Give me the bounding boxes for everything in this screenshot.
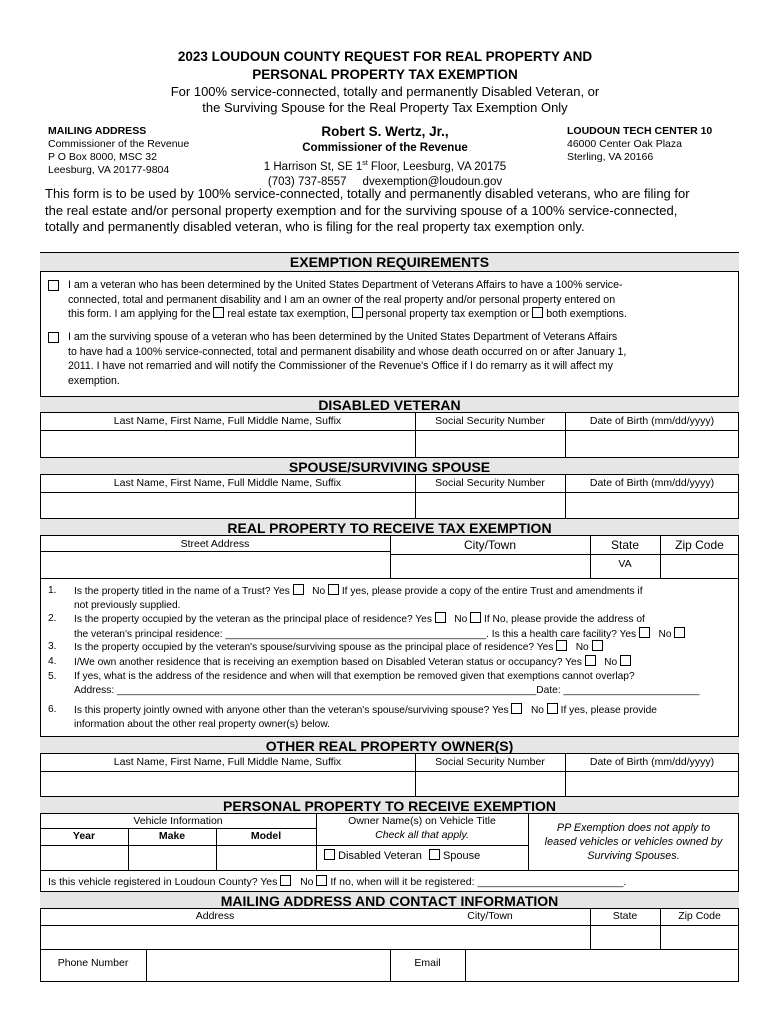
registered-yes-checkbox[interactable]: [280, 875, 291, 886]
question-1: 1. Is the property titled in the name of a Trust? Yes No If yes, please provide a copy of the entire Trust and amendments if not previously supplied.: [48, 585, 643, 611]
sp-dob-field[interactable]: [566, 493, 738, 518]
intro-text: This form is to be used by 100% service-connected, totally and permanently disabled veterans, who are filing for the real estate and/or personal property exemption and for the surviving spouse of a 100% service-connected, totally and permanently disabled veteran, who is filing for the real property tax exemption only.: [45, 186, 690, 234]
rp-city-field[interactable]: [391, 555, 589, 577]
mailing-address-line1: Commissioner of the Revenue: [48, 138, 190, 150]
divider: [216, 828, 217, 870]
form-subtitle-line1: For 100% service-connected, totally and permanently Disabled Veteran, or: [170, 84, 600, 99]
contact-phone-field[interactable]: [147, 950, 389, 981]
tech-center-block: [567, 125, 712, 164]
divider: [40, 870, 739, 871]
contact-phone-label: Phone Number: [57, 957, 129, 969]
contact-col-city: City/Town: [467, 910, 513, 922]
sp-ssn-field[interactable]: [416, 493, 564, 518]
mailing-address-line3: Leesburg, VA 20177-9804: [48, 164, 170, 176]
divider: [40, 845, 316, 846]
real-property-heading: REAL PROPERTY TO RECEIVE TAX EXEMPTION: [40, 518, 739, 536]
sp-col-dob: Date of Birth (mm/dd/yyyy): [589, 477, 715, 489]
dv-ssn-field[interactable]: [416, 431, 564, 457]
oo-col-name: Last Name, First Name, Full Middle Name, Suffix: [113, 756, 342, 768]
contact-col-address: Address: [195, 910, 235, 922]
divider: [40, 828, 316, 829]
rp-zip-field[interactable]: [661, 555, 738, 577]
q4-no-checkbox[interactable]: [620, 655, 631, 666]
oo-col-ssn: Social Security Number: [435, 756, 545, 768]
real-estate-exemption-checkbox[interactable]: [213, 307, 224, 318]
rp-col-city: City/Town: [463, 538, 516, 552]
sp-name-field[interactable]: [41, 493, 414, 518]
question-2: 2. Is the property occupied by the veteran as the principal place of residence? Yes No If No, please provide the address of the veteran's principal residence: ______________________________________________. Is this a health care facility? Yes No: [48, 612, 738, 642]
q2-yes-checkbox[interactable]: [435, 612, 446, 623]
commissioner-email[interactable]: dvexemption@loudoun.gov: [362, 175, 503, 188]
mailing-address-block: [48, 125, 189, 177]
contact-state-field[interactable]: [591, 926, 659, 948]
oo-ssn-field[interactable]: [416, 772, 564, 796]
q6-no-checkbox[interactable]: [547, 703, 558, 714]
exemption-option-veteran: I am a veteran who has been determined by the United States Department of Veterans Affairs to have a 100% service- connected, total and permanent disability and I am an owner of the real property and/or personal property entered on this form. I am applying for the real estate tax exemption, personal property tax exemption or both exemptions.: [48, 278, 738, 322]
contact-zip-field[interactable]: [661, 926, 738, 948]
sp-col-ssn: Social Security Number: [435, 477, 545, 489]
divider: [128, 828, 129, 870]
contact-address-field[interactable]: [41, 926, 589, 948]
tech-center-line2: Sterling, VA 20166: [567, 151, 654, 163]
contact-col-state: State: [612, 910, 638, 922]
mailing-address-label: MAILING ADDRESS: [48, 125, 147, 137]
mailing-address-line2: P O Box 8000, MSC 32: [48, 151, 157, 163]
rp-col-state: State: [610, 538, 640, 552]
q2-facility-no-checkbox[interactable]: [674, 627, 685, 638]
pp-spouse-checkbox[interactable]: [429, 849, 440, 860]
surviving-spouse-checkbox[interactable]: [48, 332, 59, 343]
registered-no-checkbox[interactable]: [316, 875, 327, 886]
pp-owner-options: Disabled Veteran Spouse: [324, 849, 480, 862]
oo-name-field[interactable]: [41, 772, 414, 796]
rp-street-field[interactable]: [41, 552, 389, 577]
veteran-checkbox[interactable]: [48, 280, 59, 291]
dv-name-field[interactable]: [41, 431, 414, 457]
commissioner-block: [235, 124, 535, 190]
divider: [40, 578, 739, 579]
tech-center-label: LOUDOUN TECH CENTER 10: [567, 125, 713, 137]
pp-check-all: Check all that apply.: [375, 829, 469, 841]
question-4: 4. I/We own another residence that is receiving an exemption based on Disabled Veteran status or occupancy? Yes No: [48, 655, 738, 670]
pp-owner-names: Owner Name(s) on Vehicle Title: [348, 815, 496, 827]
q2-no-checkbox[interactable]: [470, 612, 481, 623]
pp-note: PP Exemption does not apply to leased vehicles or vehicles owned by Surviving Spouses.: [544, 822, 723, 862]
form-title-line2: PERSONAL PROPERTY TAX EXEMPTION: [252, 67, 518, 82]
question-3: 3. Is the property occupied by the veteran's spouse/surviving spouse as the principal place of residence? Yes No: [48, 640, 738, 655]
spouse-heading: SPOUSE/SURVIVING SPOUSE: [40, 457, 739, 475]
commissioner-phone: (703) 737-8557: [267, 175, 347, 188]
q1-no-checkbox[interactable]: [328, 584, 339, 595]
personal-property-exemption-checkbox[interactable]: [352, 307, 363, 318]
commissioner-name: Robert S. Wertz, Jr.,: [321, 124, 449, 139]
pp-vehicle-info: Vehicle Information: [133, 815, 223, 827]
q3-no-checkbox[interactable]: [592, 640, 603, 651]
q2-facility-yes-checkbox[interactable]: [639, 627, 650, 638]
rp-col-zip: Zip Code: [675, 538, 724, 552]
divider: [590, 536, 591, 578]
q6-yes-checkbox[interactable]: [511, 703, 522, 714]
pp-registered-question: Is this vehicle registered in Loudoun County? Yes No If no, when will it be registered: _________________________.: [48, 876, 627, 888]
contact-email-field[interactable]: [466, 950, 738, 981]
tech-center-line1: 46000 Center Oak Plaza: [567, 138, 682, 150]
q3-yes-checkbox[interactable]: [556, 640, 567, 651]
other-owners-heading: OTHER REAL PROPERTY OWNER(S): [40, 736, 739, 754]
rp-col-street: Street Address: [180, 538, 250, 550]
oo-dob-field[interactable]: [566, 772, 738, 796]
q1-yes-checkbox[interactable]: [293, 584, 304, 595]
pp-col-year: Year: [72, 830, 96, 842]
dv-col-name: Last Name, First Name, Full Middle Name, Suffix: [113, 415, 342, 427]
oo-col-dob: Date of Birth (mm/dd/yyyy): [589, 756, 715, 768]
pp-col-make: Make: [158, 830, 186, 842]
disabled-veteran-heading: DISABLED VETERAN: [40, 396, 739, 413]
exemption-option-spouse: I am the surviving spouse of a veteran who has been determined by the United States Department of Veterans Affairs to have had a 100% service-connected, total and permanent disability and whose death occurred on or after January 1, 2011. I have not remarried and will notify the Commissioner of the Revenue's Office if I do remarry as it will affect my exemption.: [48, 330, 738, 388]
exemption-heading: EXEMPTION REQUIREMENTS: [40, 252, 739, 272]
both-exemptions-checkbox[interactable]: [532, 307, 543, 318]
personal-property-heading: PERSONAL PROPERTY TO RECEIVE EXEMPTION: [40, 796, 739, 814]
question-6: 6. Is this property jointly owned with anyone other than the veteran's spouse/surviving spouse? Yes No If yes, please provide information about the other real property owner(s) below.: [48, 704, 657, 730]
commissioner-address: 1 Harrison St, SE 1st Floor, Leesburg, VA 20175: [263, 160, 507, 173]
contact-col-zip: Zip Code: [678, 910, 721, 922]
pp-disabled-veteran-checkbox[interactable]: [324, 849, 335, 860]
question-5: 5. If yes, what is the address of the residence and when will that exemption be removed given that exemptions cannot overlap? Address: __________________________________________________________________________Date: ________________________: [48, 671, 700, 696]
contact-email-label: Email: [414, 957, 441, 969]
dv-dob-field[interactable]: [566, 431, 738, 457]
rp-state-value: VA: [618, 558, 632, 570]
q4-yes-checkbox[interactable]: [585, 655, 596, 666]
dv-col-ssn: Social Security Number: [435, 415, 545, 427]
form-title-line1: 2023 LOUDOUN COUNTY REQUEST FOR REAL PROPERTY AND: [177, 49, 593, 64]
divider: [316, 845, 528, 846]
pp-col-model: Model: [250, 830, 282, 842]
commissioner-title: Commissioner of the Revenue: [302, 142, 468, 154]
sp-col-name: Last Name, First Name, Full Middle Name, Suffix: [113, 477, 342, 489]
dv-col-dob: Date of Birth (mm/dd/yyyy): [589, 415, 715, 427]
form-subtitle-line2: the Surviving Spouse for the Real Property Tax Exemption Only: [202, 100, 568, 115]
contact-heading: MAILING ADDRESS AND CONTACT INFORMATION: [40, 891, 739, 909]
